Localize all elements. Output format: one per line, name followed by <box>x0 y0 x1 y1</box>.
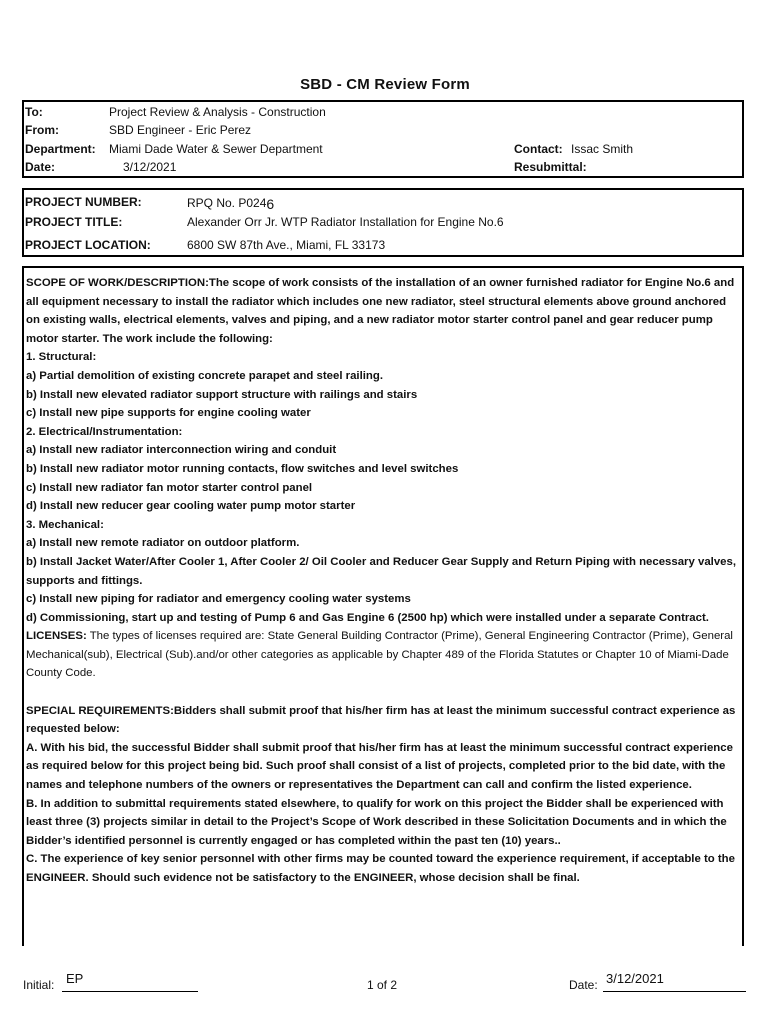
scope-item: 2. Electrical/Instrumentation: <box>26 425 183 438</box>
department-value: Miami Dade Water & Sewer Department <box>109 142 323 156</box>
initial-label: Initial: <box>23 978 55 992</box>
initial-line <box>62 991 198 992</box>
project-number-value: RPQ No. P0246 <box>187 196 275 212</box>
scope-item: c) Install new radiator fan motor starter control panel <box>26 481 313 494</box>
form-title: SBD - CM Review Form <box>300 76 470 93</box>
scope-item: a) Partial demolition of existing concrete parapet and steel railing. <box>26 369 383 382</box>
licenses-paragraph <box>26 627 742 683</box>
contact-value: Issac Smith <box>571 142 634 156</box>
scope-item: b) Install Jacket Water/After Cooler 1, After Cooler 2/ Oil Cooler and Reducer Gear Supply and Return Piping with necessary valves, supports and fittings. <box>26 555 736 587</box>
footer-date-label: Date: <box>569 978 598 992</box>
scope-item: b) Install new elevated radiator support structure with railings and stairs <box>26 388 418 401</box>
from-value: SBD Engineer - Eric Perez <box>109 123 252 137</box>
project-box <box>22 188 744 257</box>
scope-item: d) Install new reducer gear cooling water pump motor starter <box>26 500 356 513</box>
contact-label: Contact: <box>514 142 563 156</box>
footer-date-value: 3/12/2021 <box>606 971 664 986</box>
scope-item: a) Install new remote radiator on outdoor platform. <box>26 537 300 550</box>
scope-item: 1. Structural: <box>26 351 97 364</box>
footer-date-line <box>603 991 746 992</box>
project-number-handwritten: 6 <box>266 196 275 212</box>
licenses-label: LICENSES: <box>26 630 87 643</box>
date-label: Date: <box>25 160 56 174</box>
resubmittal-label: Resubmittal: <box>514 160 587 174</box>
project-title-label: PROJECT TITLE: <box>25 215 123 229</box>
scope-box <box>22 266 744 946</box>
initial-signature: EP <box>66 971 84 986</box>
department-label: Department: <box>25 142 96 156</box>
licenses-text: The types of licenses required are: State General Building Contractor (Prime), General Engineering Contractor (Prime), General Mechanical(sub), Electrical (Sub).and/or other categories as applicable by Chapter 489 of the Florida Statutes or Chapter 10 of Miami-Dade County Code. <box>26 630 733 680</box>
scope-item: 3. Mechanical: <box>26 518 104 531</box>
project-title-value: Alexander Orr Jr. WTP Radiator Installation for Engine No.6 <box>187 215 504 229</box>
project-location-value: 6800 SW 87th Ave., Miami, FL 33173 <box>187 238 386 252</box>
to-value: Project Review & Analysis - Construction <box>109 105 326 119</box>
scope-item: a) Install new radiator interconnection wiring and conduit <box>26 444 337 457</box>
scope-item: c) Install new piping for radiator and emergency cooling water systems <box>26 593 411 606</box>
to-label: To: <box>25 105 43 119</box>
from-label: From: <box>25 123 59 137</box>
date-value: 3/12/2021 <box>123 160 177 174</box>
special-requirement-c: C. The experience of key senior personnel with other firms may be counted toward the experience requirement, if acceptable to the ENGINEER. Should such evidence not be satisfactory to the ENGINEER, whose decision shall be final. <box>26 853 735 884</box>
special-requirements: SPECIAL REQUIREMENTS:Bidders shall submit proof that his/her firm has at least the minimum successful contract experience as requested below: <box>26 704 736 736</box>
project-number-label: PROJECT NUMBER: <box>25 195 142 209</box>
project-location-label: PROJECT LOCATION: <box>25 238 151 252</box>
scope-intro: SCOPE OF WORK/DESCRIPTION:The scope of work consists of the installation of an owner furnished radiator for Engine No.6 and all equipment necessary to install the radiator which includes one new radiator, steel structural elements above ground anchored on existing walls, electrical elements, valves and piping, and a new radiator motor starter control panel and gear reducer pump motor starter. The work include the following: <box>26 277 735 345</box>
scope-item: b) Install new radiator motor running contacts, flow switches and level switches <box>26 462 459 475</box>
routing-box <box>22 100 744 178</box>
spacer <box>26 683 742 702</box>
page-number: 1 of 2 <box>367 978 398 992</box>
scope-item: d) Commissioning, start up and testing of Pump 6 and Gas Engine 6 (2500 hp) which were installed under a separate Contract. <box>26 611 709 624</box>
special-requirement-b: B. In addition to submittal requirements stated elsewhere, to qualify for work on this project the Bidder shall be experienced with least three (3) projects similar in detail to the Project’s Scope of Work described in these Solicitation Documents and in which the Bidder’s identified personnel is currently engaged or has completed within the past ten (10) years.. <box>26 797 727 847</box>
special-requirement-a: A. With his bid, the successful Bidder shall submit proof that his/her firm has at least the minimum successful contract experience as required below for this project being bid. Such proof shall consist of a list of projects, completed prior to the bid date, with the names and telephone numbers of the owners or representatives the Department can call and confirm the listed experience. <box>26 741 733 792</box>
scope-text <box>26 274 742 888</box>
scope-item: c) Install new pipe supports for engine cooling water <box>26 407 311 420</box>
